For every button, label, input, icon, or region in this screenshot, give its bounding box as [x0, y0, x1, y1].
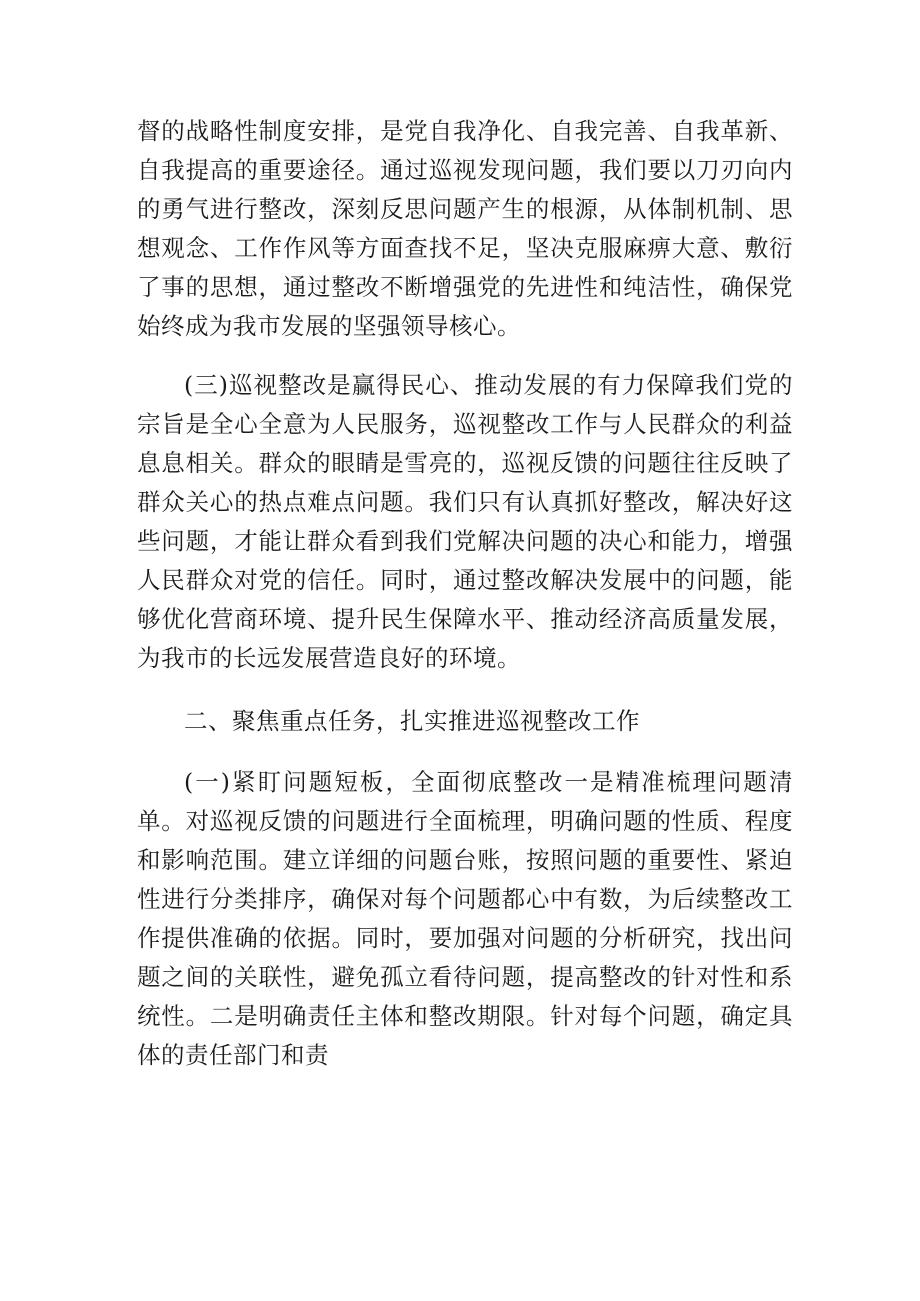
document-body	[137, 112, 793, 1075]
section-heading-two: 二、聚焦重点任务，扎实推进巡视整改工作	[184, 707, 640, 735]
paragraph-section-three: (三)巡视整改是赢得民心、推动发展的有力保障我们党的宗旨是全心全意为人民服务，巡视整改工作与人民群众的利益息息相关。群众的眼睛是雪亮的，巡视反馈的问题往往反映了群众关心的热点难点问题。我们只有认真抓好整改，解决好这些问题，才能让群众看到我们党解决问题的决心和能力，增强人民群众对党的信任。同时，通过整改解决发展中的问题，能够优化营商环境、提升民生保障水平、推动经济高质量发展，为我市的长远发展营造良好的环境。	[137, 371, 793, 672]
paragraph-party-self-purification: 督的战略性制度安排，是党自我净化、自我完善、自我革新、自我提高的重要途径。通过巡视发现问题，我们要以刀刃向内的勇气进行整改，深刻反思问题产生的根源，从体制机制、思想观念、工作作风等方面查找不足，坚决克服麻痹大意、敷衍了事的思想，通过整改不断增强党的先进性和纯洁性，确保党始终成为我市发展的坚强领导核心。	[137, 117, 793, 340]
paragraph-subsection-one: (一)紧盯问题短板，全面彻底整改一是精准梳理问题清单。对巡视反馈的问题进行全面梳理，明确问题的性质、程度和影响范围。建立详细的问题台账，按照问题的重要性、紧迫性进行分类排序，确保对每个问题都心中有数，为后续整改工作提供准确的依据。同时，要加强对问题的分析研究，找出问题之间的关联性，避免孤立看待问题，提高整改的针对性和系统性。二是明确责任主体和整改期限。针对每个问题，确定具体的责任部门和责	[137, 768, 793, 1069]
